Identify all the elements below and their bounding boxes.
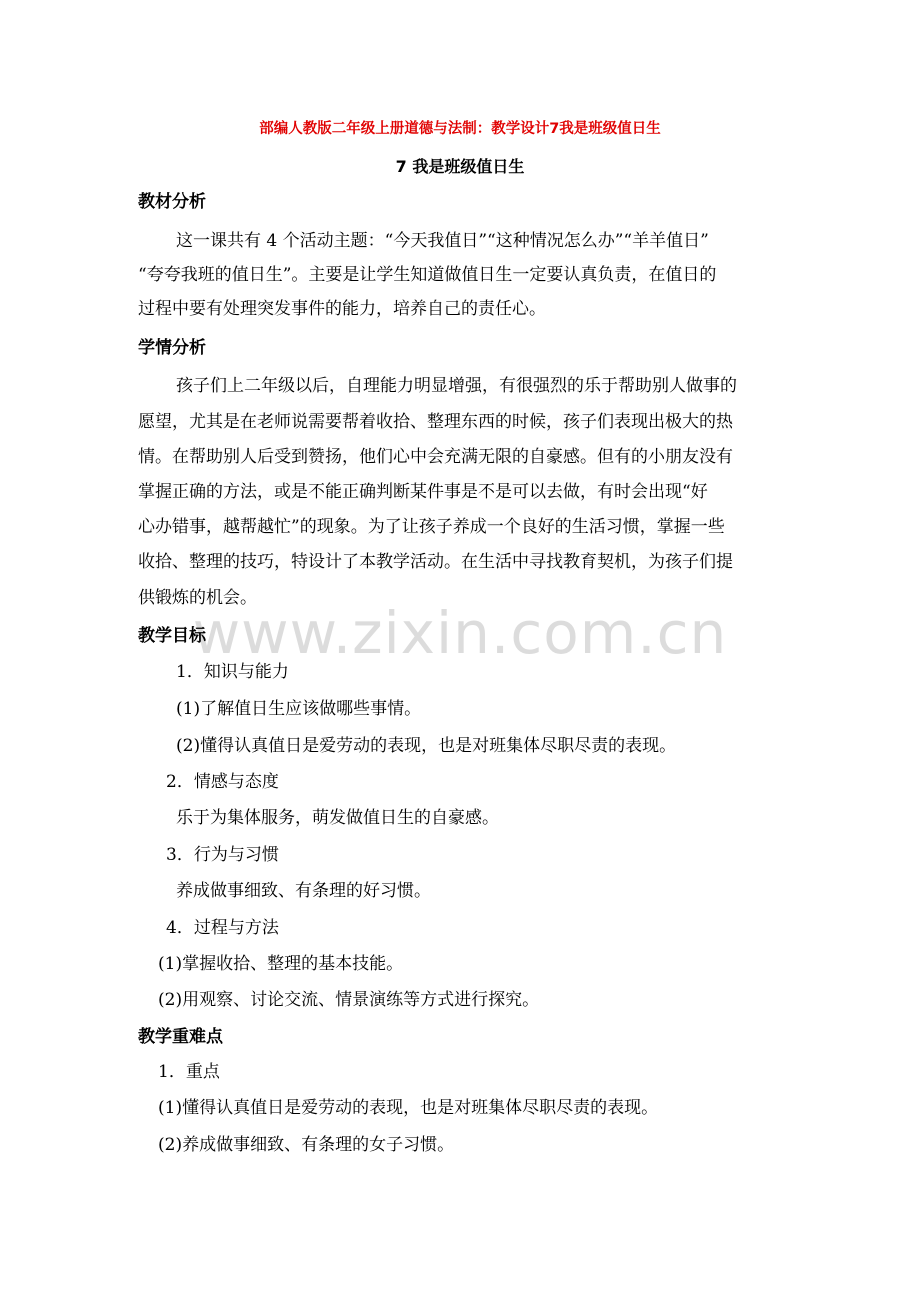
- watermark: www.zixin.com.cn: [192, 599, 728, 667]
- list-item: (2)懂得认真值日是爱劳动的表现，也是对班集体尽职尽责的表现。: [176, 736, 677, 756]
- paragraph-line: 情。在帮助别人后受到赞扬，他们心中会充满无限的自豪感。但有的小朋友没有: [138, 447, 733, 467]
- list-item: 1．重点: [158, 1062, 220, 1082]
- section-heading-student-analysis: 学情分析: [138, 338, 206, 358]
- list-item: 1．知识与能力: [176, 662, 289, 682]
- list-item: (1)掌握收拾、整理的基本技能。: [158, 954, 404, 974]
- paragraph-line: “夸夸我班的值日生”。主要是让学生知道做值日生一定要认真负责，在值日的: [138, 265, 717, 285]
- paragraph-line: 孩子们上二年级以后，自理能力明显增强，有很强烈的乐于帮助别人做事的: [176, 376, 737, 396]
- list-item: (1)了解值日生应该做哪些事情。: [176, 699, 422, 719]
- list-item: 乐于为集体服务，萌发做值日生的自豪感。: [176, 808, 499, 828]
- section-heading-key-difficult-points: 教学重难点: [138, 1027, 223, 1047]
- list-item: 4．过程与方法: [166, 918, 279, 938]
- paragraph-line: 过程中要有处理突发事件的能力，培养自己的责任心。: [138, 299, 546, 319]
- paragraph-line: 这一课共有 4 个活动主题：“今天我值日”“这种情况怎么办”“羊羊值日”: [176, 231, 709, 251]
- paragraph-line: 心办错事，越帮越忙”的现象。为了让孩子养成一个良好的生活习惯，掌握一些: [138, 517, 725, 537]
- section-heading-textbook-analysis: 教材分析: [138, 192, 206, 212]
- list-item: (1)懂得认真值日是爱劳动的表现，也是对班集体尽职尽责的表现。: [158, 1098, 659, 1118]
- list-item: 2．情感与态度: [166, 772, 279, 792]
- page-title: 7 我是班级值日生: [395, 157, 525, 176]
- paragraph-line: 供锻炼的机会。: [138, 588, 257, 608]
- paragraph-line: 收拾、整理的技巧，特设计了本教学活动。在生活中寻找教育契机，为孩子们提: [138, 552, 733, 572]
- paragraph-line: 愿望，尤其是在老师说需要帮着收拾、整理东西的时候，孩子们表现出极大的热: [138, 412, 733, 432]
- list-item: 养成做事细致、有条理的好习惯。: [176, 881, 431, 901]
- section-heading-teaching-goals: 教学目标: [138, 626, 206, 646]
- list-item: (2)用观察、讨论交流、情景演练等方式进行探究。: [158, 990, 540, 1010]
- document-top-title: 部编人教版二年级上册道德与法制：教学设计7我是班级值日生: [259, 121, 661, 137]
- list-item: (2)养成做事细致、有条理的女子习惯。: [158, 1135, 455, 1155]
- paragraph-line: 掌握正确的方法，或是不能正确判断某件事是不是可以去做，有时会出现“好: [138, 482, 708, 502]
- list-item: 3．行为与习惯: [166, 845, 279, 865]
